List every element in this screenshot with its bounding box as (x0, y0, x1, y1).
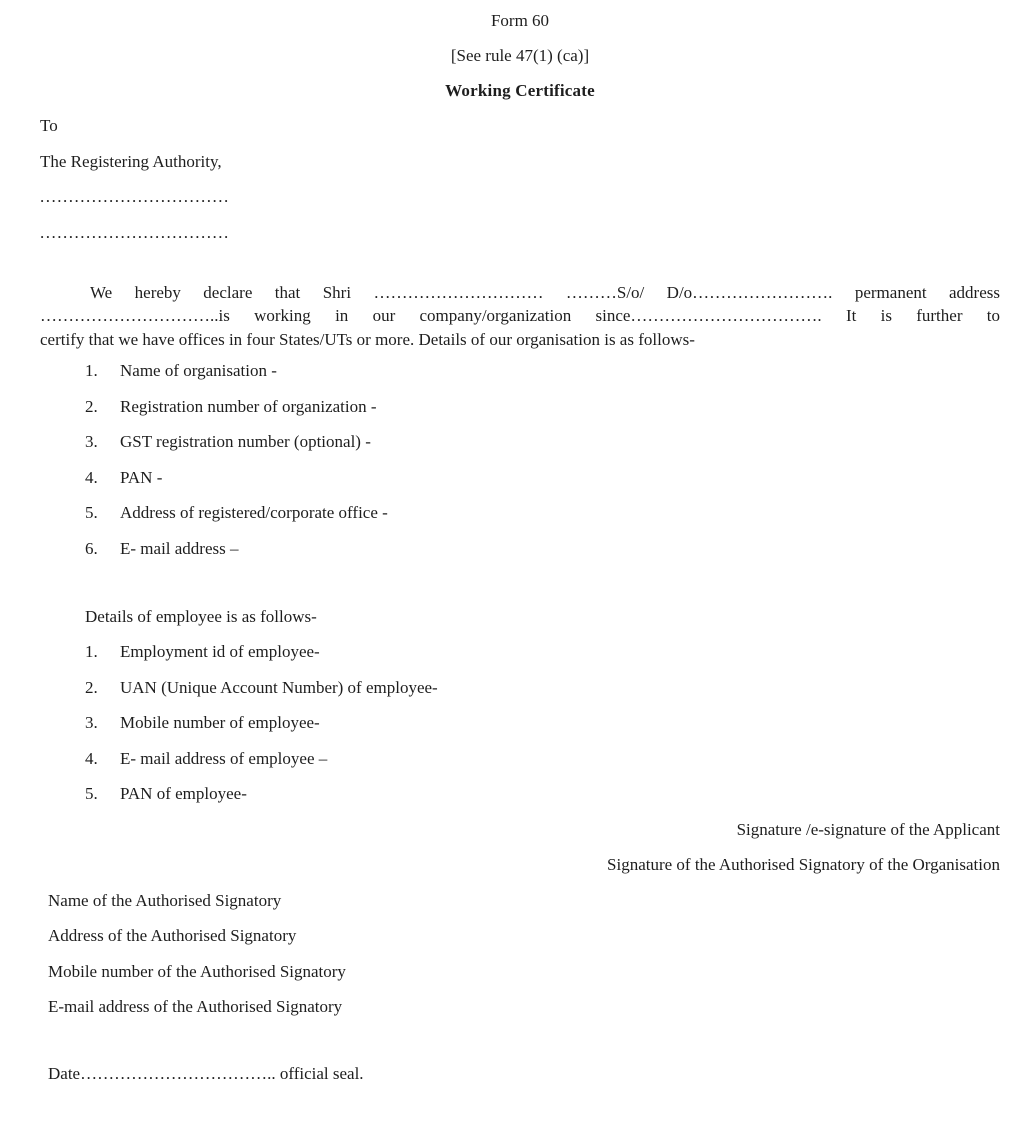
form-number: Form 60 (490, 11, 550, 30)
list-item (85, 785, 1000, 803)
declaration-line-3: certify that we have offices in four States/UTs or more. Details of our organisation is as follows- (40, 329, 695, 349)
list-item-label: GST registration number (optional) - (120, 432, 371, 451)
organisation-details-list (40, 362, 1000, 558)
list-item-label: PAN - (120, 467, 163, 487)
addressee-address-line-1: ................................. (40, 187, 230, 206)
list-item-number: 5. (85, 503, 98, 522)
employee-details-list (40, 643, 1000, 803)
list-item-label: Address of registered/corporate office - (120, 503, 388, 522)
declaration-paragraph (40, 281, 1000, 352)
signature-block (40, 821, 1000, 875)
list-item-label: UAN (Unique Account Number) of employee- (120, 677, 438, 697)
list-item-label: Registration number of organization - (120, 396, 377, 416)
applicant-signature-label: Signature /e-signature of the Applicant (736, 819, 1000, 839)
list-item-number: 4. (85, 748, 98, 768)
signatory-address-label: Address of the Authorised Signatory (48, 926, 297, 945)
list-item-label: E- mail address of employee – (120, 748, 328, 768)
list-item (85, 643, 1000, 661)
list-item (85, 714, 1000, 732)
list-item-number: 2. (85, 677, 98, 697)
list-item (85, 398, 1000, 416)
list-item-number: 1. (85, 361, 98, 380)
signatory-details-block (40, 892, 1000, 1017)
list-item-number: 4. (85, 467, 98, 487)
list-item (85, 750, 1000, 768)
declaration-line-2: …………………………..is working in our company/organization since……………………………. It is further to (40, 306, 1000, 325)
addressee-authority: The Registering Authority, (40, 151, 222, 171)
list-item (85, 679, 1000, 697)
employee-details-heading: Details of employee is as follows- (85, 606, 317, 626)
document-title: Working Certificate (445, 81, 595, 100)
list-item-label: PAN of employee- (120, 784, 247, 803)
list-item-number: 2. (85, 396, 98, 416)
date-official-seal-line: Date…………………………….. official seal. (48, 1064, 364, 1083)
list-item-number: 5. (85, 784, 98, 803)
authorised-signatory-signature-label: Signature of the Authorised Signatory of the Organisation (607, 855, 1000, 874)
list-item (85, 540, 1000, 558)
list-item-number: 3. (85, 713, 98, 732)
list-item-number: 3. (85, 432, 98, 451)
list-item (85, 433, 1000, 451)
list-item-label: Name of organisation - (120, 361, 277, 380)
list-item-label: E- mail address – (120, 538, 239, 558)
addressee-salutation: To (40, 116, 58, 135)
rule-reference: [See rule 47(1) (ca)] (450, 46, 590, 65)
declaration-line-1: We hereby declare that Shri ………………………… ………S/o/ D/o……………………. permanent address (90, 282, 1000, 302)
list-item-number: 6. (85, 538, 98, 558)
list-item-label: Employment id of employee- (120, 642, 320, 661)
signatory-email-label: E-mail address of the Authorised Signatory (48, 997, 343, 1016)
list-item-label: Mobile number of employee- (120, 713, 320, 732)
signatory-name-label: Name of the Authorised Signatory (48, 890, 282, 910)
addressee-address-line-2: ................................. (40, 222, 230, 242)
list-item-number: 1. (85, 642, 98, 661)
list-item (85, 362, 1000, 380)
list-item (85, 469, 1000, 487)
signatory-mobile-label: Mobile number of the Authorised Signatory (48, 961, 346, 981)
list-item (85, 504, 1000, 522)
